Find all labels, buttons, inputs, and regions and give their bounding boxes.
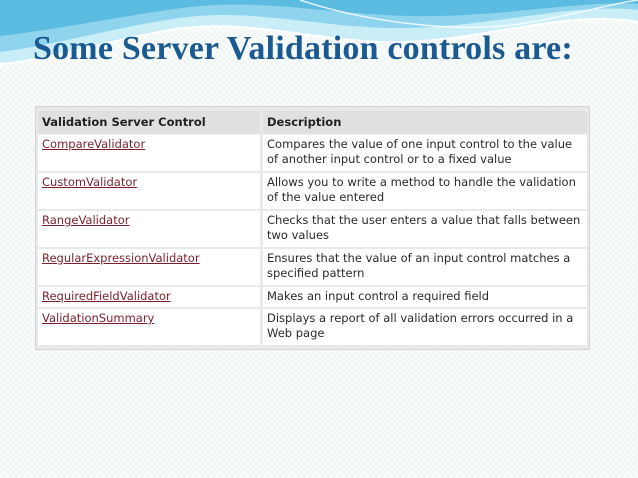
header-control: Validation Server Control (38, 111, 263, 133)
link-customvalidator[interactable]: CustomValidator (42, 175, 138, 189)
row-description: Makes an input control a required field (263, 287, 587, 307)
validation-controls-table (35, 106, 590, 350)
table-row (38, 287, 587, 307)
link-comparevalidator[interactable]: CompareValidator (42, 137, 146, 151)
link-requiredfieldvalidator[interactable]: RequiredFieldValidator (42, 289, 171, 303)
link-validationsummary[interactable]: ValidationSummary (42, 311, 155, 325)
link-rangevalidator[interactable]: RangeValidator (42, 213, 130, 227)
link-regularexpressionvalidator[interactable]: RegularExpressionValidator (42, 251, 200, 265)
table-row (38, 309, 587, 345)
row-description: Displays a report of all validation errors occurred in a Web page (263, 309, 587, 345)
table-header-row (38, 111, 587, 133)
header-description: Description (263, 111, 587, 133)
table-row (38, 211, 587, 247)
slide-title: Some Server Validation controls are: (33, 30, 573, 67)
table-row (38, 135, 587, 171)
table-row (38, 249, 587, 285)
row-description: Compares the value of one input control to the value of another input control or to a fixed value (263, 135, 587, 171)
row-description: Checks that the user enters a value that falls between two values (263, 211, 587, 247)
row-description: Ensures that the value of an input control matches a specified pattern (263, 249, 587, 285)
row-description: Allows you to write a method to handle the validation of the value entered (263, 173, 587, 209)
table-row (38, 173, 587, 209)
